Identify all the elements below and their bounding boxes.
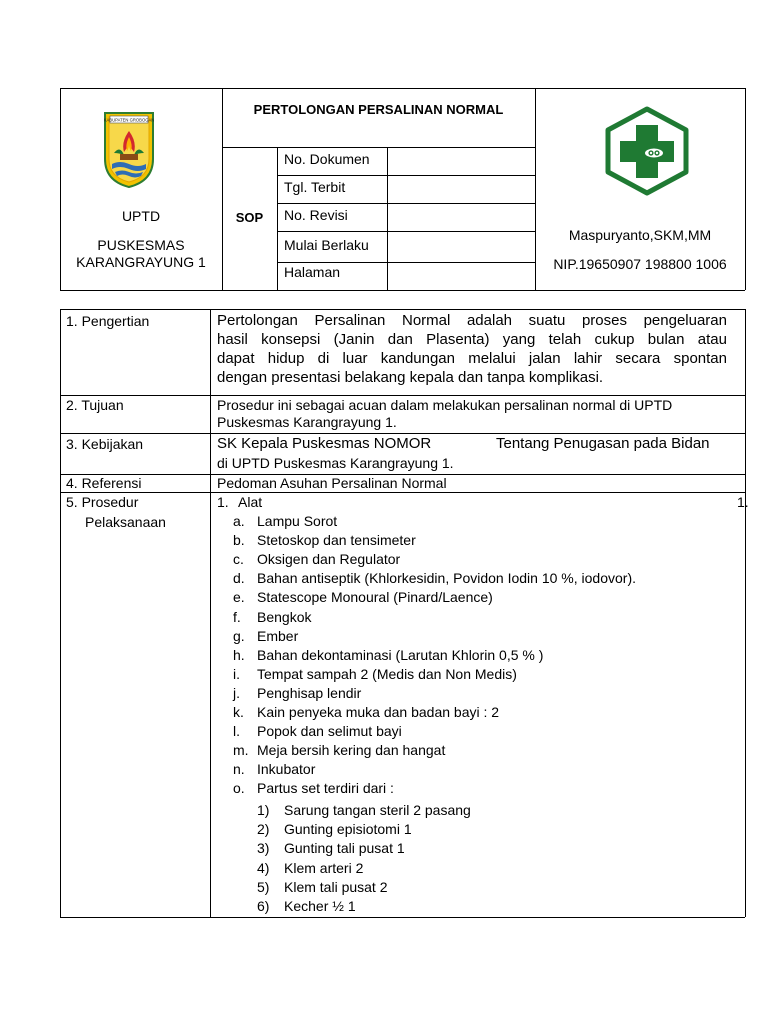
list-item-text: Gunting episiotomi 1 <box>284 821 412 838</box>
list-item-marker: 6) <box>257 898 270 914</box>
list-item-text: Kain penyeka muka dan badan bayi : 2 <box>257 704 500 720</box>
list-item-marker: a. <box>233 513 245 529</box>
kebijakan-line-left: SK Kepala Puskesmas NOMOR <box>217 435 432 452</box>
list-item-text: Partus set terdiri dari : <box>257 780 394 797</box>
emblem-banner-text: KABUPATEN GROBOGAN <box>103 117 155 123</box>
doc-field-label-tglterbit: Tgl. Terbit <box>284 179 346 195</box>
pengertian-line: hasil konsepsi (Janin dan Plasenta) yang telah cukup bulan atau <box>217 331 727 348</box>
doc-field-label-norevisi: No. Revisi <box>284 207 348 223</box>
list-item-marker: 3) <box>257 840 270 857</box>
list-item-text: Kecher ½ 1 <box>284 898 356 914</box>
list-item-text: Klem arteri 2 <box>284 859 364 876</box>
list-item-text: Bahan antiseptik (Khlorkesidin, Povidon Iodin 10 %, iodovor). <box>257 570 636 587</box>
list-item-text: Klem tali pusat 2 <box>284 878 388 895</box>
list-item-marker: g. <box>233 627 245 644</box>
list-item-text: Bahan dekontaminasi (Larutan Khlorin 0,5 % ) <box>257 646 544 663</box>
document-title: PERTOLONGAN PERSALINAN NORMAL <box>253 102 504 117</box>
list-item-text: Meja bersih kering dan hangat <box>257 742 446 759</box>
pengertian-line: dapat hidup di luar kandungan melalui jalan lahir secara spontan <box>217 350 727 367</box>
section-label-kebijakan: 3. Kebijakan <box>66 436 144 452</box>
list-item-text: Gunting tali pusat 1 <box>284 840 405 857</box>
section-label-pengertian: 1. Pengertian <box>66 313 150 329</box>
list-item-marker: n. <box>233 761 245 778</box>
list-item-marker: d. <box>233 570 245 587</box>
list-item-text: Sarung tangan steril 2 pasang <box>284 802 471 818</box>
list-item-text: Oksigen dan Regulator <box>257 551 401 568</box>
pengertian-line: Pertolongan Persalinan Normal adalah suatu proses pengeluaran <box>217 312 727 329</box>
prosedur-heading-marker: 1. <box>217 494 229 510</box>
kebijakan-line: di UPTD Puskesmas Karangrayung 1. <box>217 455 454 471</box>
signer-name: Maspuryanto,SKM,MM <box>568 227 712 243</box>
doc-field-label-mulaiberlaku: Mulai Berlaku <box>284 237 369 253</box>
referensi-text: Pedoman Asuhan Persalinan Normal <box>217 475 447 491</box>
list-item-marker: e. <box>233 589 245 606</box>
doc-field-label-halaman: Halaman <box>284 264 341 280</box>
list-item-marker: 1) <box>257 802 270 818</box>
unit-name-line2: PUSKESMAS <box>97 237 185 253</box>
list-item-marker: o. <box>233 780 245 797</box>
list-item-marker: 2) <box>257 821 270 838</box>
kebijakan-line-right: Tentang Penugasan pada Bidan <box>496 435 710 452</box>
list-item-marker: k. <box>233 704 244 720</box>
list-item-text: Ember <box>257 627 299 644</box>
regional-emblem-icon <box>102 109 156 189</box>
list-item-marker: h. <box>233 646 245 663</box>
list-item-marker: i. <box>233 665 240 682</box>
tujuan-line: Puskesmas Karangrayung 1. <box>217 414 397 430</box>
prosedur-heading: Alat <box>238 494 263 510</box>
unit-name-line3: KARANGRAYUNG 1 <box>76 254 206 270</box>
doc-field-label-nodokumen: No. Dokumen <box>284 151 370 167</box>
pengertian-line: dengan presentasi belakang kepala dan tanpa komplikasi. <box>217 369 604 386</box>
list-item-text: Lampu Sorot <box>257 513 338 529</box>
list-item-text: Stetoskop dan tensimeter <box>257 532 416 549</box>
list-item-text: Inkubator <box>257 761 316 778</box>
section-label-tujuan: 2. Tujuan <box>66 397 124 413</box>
list-item-text: Tempat sampah 2 (Medis dan Non Medis) <box>257 665 517 682</box>
list-item-text: Statescope Monoural (Pinard/Laence) <box>257 589 493 606</box>
list-item-marker: c. <box>233 551 244 568</box>
sop-label: SOP <box>235 210 264 225</box>
unit-name-line1: UPTD <box>121 208 161 224</box>
list-item-text: Bengkok <box>257 608 312 625</box>
list-item-marker: 5) <box>257 878 270 895</box>
section-label-prosedur-line2: Pelaksanaan <box>85 514 166 530</box>
section-label-prosedur: 5. Prosedur <box>66 494 139 510</box>
list-item-marker: 4) <box>257 859 270 876</box>
puskesmas-logo-icon <box>600 106 694 196</box>
section-label-referensi: 4. Referensi <box>66 475 142 491</box>
list-item-marker: l. <box>233 723 240 740</box>
list-item-marker: f. <box>233 608 241 625</box>
tujuan-line: Prosedur ini sebagai acuan dalam melakukan persalinan normal di UPTD <box>217 397 673 413</box>
list-item-text: Penghisap lendir <box>257 684 362 701</box>
list-item-marker: b. <box>233 532 245 549</box>
list-item-marker: m. <box>233 742 249 759</box>
page-marker: 1. <box>737 494 749 510</box>
list-item-text: Popok dan selimut bayi <box>257 723 402 740</box>
list-item-marker: j. <box>233 684 240 701</box>
signer-nip: NIP.19650907 198800 1006 <box>553 256 727 272</box>
